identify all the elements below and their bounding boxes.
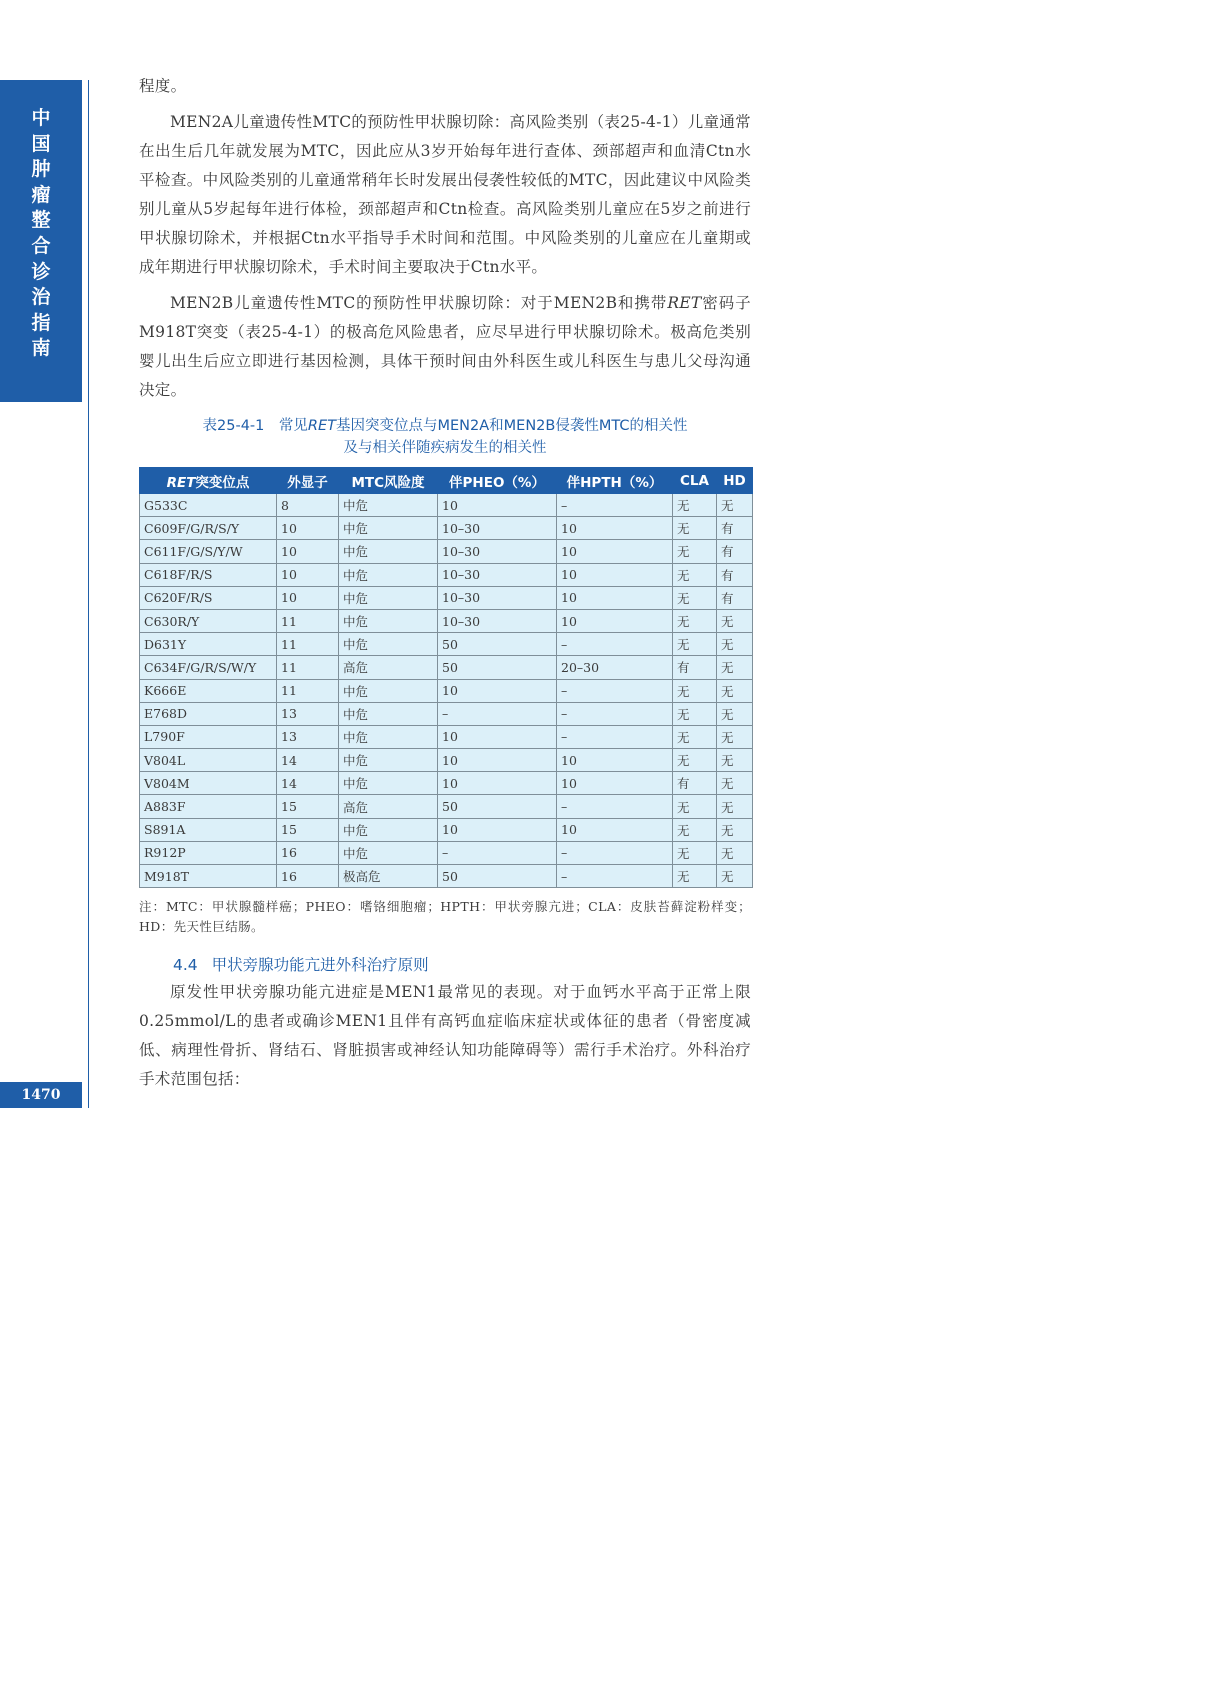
paragraph-hpth: 原发性甲状旁腺功能亢进症是MEN1最常见的表现。对于血钙水平高于正常上限0.25mmol/L的患者或确诊MEN1且伴有高钙血症临床症状或体征的患者（骨密度减低、病理性骨折、肾结石、肾脏损害或神经认知功能障碍等）需行手术治疗。外科治疗手术范围包括： xyxy=(139,983,751,1088)
table-cell: 中危 xyxy=(339,772,438,795)
table-cell: 中危 xyxy=(339,679,438,702)
men2b-text-b: 密码子M918T突变（表25-4-1）的极高危风险患者，应尽早进行甲状腺切除术。极高危类别婴儿出生后应立即进行基因检测，具体干预时间由外科医生或儿科医生与患儿父母沟通决定。 xyxy=(139,294,751,399)
table-cell: 14 xyxy=(277,772,339,795)
table-cell: 11 xyxy=(277,609,339,632)
table-cell: A883F xyxy=(140,795,277,818)
table-cell: 中危 xyxy=(339,609,438,632)
table-cell: 有 xyxy=(673,772,717,795)
table-row xyxy=(140,749,753,772)
table-cell: – xyxy=(557,633,673,656)
table-cell: C630R/Y xyxy=(140,609,277,632)
table-cell: K666E xyxy=(140,679,277,702)
table-header-cell: 外显子 xyxy=(277,468,339,494)
table-cell: 无 xyxy=(717,494,753,517)
table-cell: 10 xyxy=(438,679,557,702)
table-cell: 中危 xyxy=(339,494,438,517)
margin-rule xyxy=(88,80,89,1108)
section-heading xyxy=(173,953,429,977)
table-cell: 无 xyxy=(673,540,717,563)
table-row xyxy=(140,865,753,888)
table-row xyxy=(140,540,753,563)
table-cell: 无 xyxy=(717,656,753,679)
ret-mutation-table xyxy=(139,467,753,888)
table-cell: 无 xyxy=(673,679,717,702)
table-cell: 无 xyxy=(717,772,753,795)
table-header-cell: MTC风险度 xyxy=(339,468,438,494)
table-cell: 无 xyxy=(673,841,717,864)
table-cell: 10 xyxy=(277,563,339,586)
table-cell: 中危 xyxy=(339,563,438,586)
table-cell: 中危 xyxy=(339,633,438,656)
table-cell: – xyxy=(557,679,673,702)
table-cell: 10–30 xyxy=(438,586,557,609)
header-ret-rest: 突变位点 xyxy=(195,474,250,491)
page-number: 1470 xyxy=(0,1082,82,1108)
caption-prefix: 表25-4-1 常见 xyxy=(202,418,308,434)
table-cell: C611F/G/S/Y/W xyxy=(140,540,277,563)
table-row xyxy=(140,586,753,609)
table-header-row xyxy=(140,468,753,494)
caption-ret-italic: RET xyxy=(307,418,336,434)
table-row xyxy=(140,494,753,517)
book-title-vertical xyxy=(0,106,82,362)
table-cell: V804L xyxy=(140,749,277,772)
table-cell: 50 xyxy=(438,865,557,888)
table-cell: 10–30 xyxy=(438,609,557,632)
table-cell: 无 xyxy=(673,818,717,841)
table-cell: D631Y xyxy=(140,633,277,656)
table-cell: 无 xyxy=(717,702,753,725)
table-cell: 10 xyxy=(438,725,557,748)
table-cell: E768D xyxy=(140,702,277,725)
table-cell: 无 xyxy=(673,633,717,656)
table-row xyxy=(140,772,753,795)
table-cell: 极高危 xyxy=(339,865,438,888)
table-cell: C618F/R/S xyxy=(140,563,277,586)
table-cell: – xyxy=(557,865,673,888)
table-cell: – xyxy=(557,841,673,864)
table-cell: 无 xyxy=(673,609,717,632)
ret-italic: RET xyxy=(667,294,702,312)
table-cell: 10 xyxy=(438,749,557,772)
table-cell: – xyxy=(557,494,673,517)
table-cell: 无 xyxy=(717,633,753,656)
table-row xyxy=(140,656,753,679)
table-cell: C620F/R/S xyxy=(140,586,277,609)
side-title-char: 诊 xyxy=(31,260,51,283)
table-cell: 无 xyxy=(673,586,717,609)
side-title-char: 治 xyxy=(31,286,51,309)
body-text-bottom xyxy=(139,978,751,1094)
table-cell: 10–30 xyxy=(438,540,557,563)
table-cell: 16 xyxy=(277,865,339,888)
table-cell: 中危 xyxy=(339,540,438,563)
side-title-char: 瘤 xyxy=(31,183,51,206)
table-cell: 无 xyxy=(717,865,753,888)
table-cell: 10–30 xyxy=(438,517,557,540)
table-header-cell: 伴PHEO（%） xyxy=(438,468,557,494)
table-row xyxy=(140,795,753,818)
table-row xyxy=(140,841,753,864)
paragraph-men2b xyxy=(139,289,751,405)
table-cell: 中危 xyxy=(339,725,438,748)
table-cell: 10 xyxy=(557,586,673,609)
side-title-char: 国 xyxy=(31,132,51,155)
table-cell: 无 xyxy=(673,702,717,725)
table-cell: 有 xyxy=(717,563,753,586)
table-cell: G533C xyxy=(140,494,277,517)
table-row xyxy=(140,702,753,725)
table-cell: C609F/G/R/S/Y xyxy=(140,517,277,540)
table-cell: 有 xyxy=(717,517,753,540)
table-cell: 高危 xyxy=(339,795,438,818)
table-cell: – xyxy=(557,725,673,748)
table-cell: 无 xyxy=(717,725,753,748)
table-cell: 11 xyxy=(277,679,339,702)
body-text-top xyxy=(139,72,751,405)
table-cell: 10 xyxy=(557,517,673,540)
table-cell: 无 xyxy=(673,725,717,748)
table-row xyxy=(140,633,753,656)
table-cell: S891A xyxy=(140,818,277,841)
table-row xyxy=(140,725,753,748)
table-cell: 10 xyxy=(438,494,557,517)
table-cell: 10 xyxy=(557,540,673,563)
table-cell: – xyxy=(557,702,673,725)
table-cell: 无 xyxy=(673,795,717,818)
table-cell: 10 xyxy=(277,517,339,540)
table-cell: 15 xyxy=(277,795,339,818)
table-row xyxy=(140,679,753,702)
table-cell: R912P xyxy=(140,841,277,864)
table-cell: – xyxy=(438,841,557,864)
paragraph-continued: 程度。 xyxy=(139,77,187,95)
table-cell: 10 xyxy=(557,563,673,586)
table-cell: 有 xyxy=(673,656,717,679)
table-cell: 20–30 xyxy=(557,656,673,679)
header-ret-italic: RET xyxy=(166,474,196,491)
table-cell: 10–30 xyxy=(438,563,557,586)
table-cell: 中危 xyxy=(339,702,438,725)
table-cell: 中危 xyxy=(339,517,438,540)
table-cell: 无 xyxy=(673,517,717,540)
table-cell: M918T xyxy=(140,865,277,888)
men2b-text-a: MEN2B儿童遗传性MTC的预防性甲状腺切除：对于MEN2B和携带 xyxy=(170,294,668,312)
table-cell: 中危 xyxy=(339,586,438,609)
paragraph-men2a: MEN2A儿童遗传性MTC的预防性甲状腺切除：高风险类别（表25-4-1）儿童通常在出生后几年就发展为MTC，因此应从3岁开始每年进行查体、颈部超声和血清Ctn水平检查。中风险类别的儿童通常稍年长时发展出侵袭性较低的MTC，因此建议中风险类别儿童从5岁起每年进行体检，颈部超声和Ctn检查。高风险类别儿童应在5岁之前进行甲状腺切除术，并根据Ctn水平指导手术时间和范围。中风险类别的儿童应在儿童期或成年期进行甲状腺切除术，手术时间主要取决于Ctn水平。 xyxy=(139,113,751,276)
header-ret-site xyxy=(140,468,277,494)
table-cell: 无 xyxy=(717,609,753,632)
table-cell: 无 xyxy=(673,494,717,517)
side-title-char: 指 xyxy=(31,311,51,334)
table-cell: 无 xyxy=(673,865,717,888)
section-title: 甲状旁腺功能亢进外科治疗原则 xyxy=(211,956,429,974)
table-cell: 无 xyxy=(717,749,753,772)
table-cell: 中危 xyxy=(339,818,438,841)
table-cell: 10 xyxy=(438,772,557,795)
table-cell: 10 xyxy=(557,818,673,841)
table-cell: 13 xyxy=(277,725,339,748)
side-title-char: 肿 xyxy=(31,158,51,181)
table-cell: 11 xyxy=(277,633,339,656)
side-title-char: 整 xyxy=(31,209,51,232)
table-cell: 16 xyxy=(277,841,339,864)
table-cell: 50 xyxy=(438,656,557,679)
table-cell: 有 xyxy=(717,540,753,563)
table-cell: 中危 xyxy=(339,749,438,772)
section-number: 4.4 xyxy=(173,956,198,974)
table-cell: 14 xyxy=(277,749,339,772)
table-cell: 50 xyxy=(438,633,557,656)
table-cell: 10 xyxy=(438,818,557,841)
table-note: 注：MTC：甲状腺髓样癌；PHEO：嗜铬细胞瘤；HPTH：甲状旁腺亢进；CLA：皮肤苔藓淀粉样变；HD：先天性巨结肠。 xyxy=(139,899,751,934)
table-row xyxy=(140,517,753,540)
side-title-char: 合 xyxy=(31,234,51,257)
table-row xyxy=(140,609,753,632)
table-cell: 无 xyxy=(717,795,753,818)
table-cell: – xyxy=(438,702,557,725)
caption-rest: 基因突变位点与MEN2A和MEN2B侵袭性MTC的相关性 xyxy=(335,418,688,434)
table-cell: 无 xyxy=(717,841,753,864)
table-header-cell: 伴HPTH（%） xyxy=(557,468,673,494)
table-cell: 10 xyxy=(277,586,339,609)
table-cell: 10 xyxy=(557,609,673,632)
side-title-char: 南 xyxy=(31,337,51,360)
table-cell: 13 xyxy=(277,702,339,725)
table-cell: 无 xyxy=(717,679,753,702)
table-cell: 中危 xyxy=(339,841,438,864)
table-row xyxy=(140,563,753,586)
table-cell: 10 xyxy=(557,749,673,772)
table-cell: 10 xyxy=(277,540,339,563)
table-cell: 无 xyxy=(717,818,753,841)
table-cell: 有 xyxy=(717,586,753,609)
table-cell: V804M xyxy=(140,772,277,795)
table-caption xyxy=(139,415,751,459)
table-header-cell: HD xyxy=(717,468,753,494)
table-cell: 10 xyxy=(557,772,673,795)
table-cell: 11 xyxy=(277,656,339,679)
table-cell: 8 xyxy=(277,494,339,517)
table-cell: 无 xyxy=(673,563,717,586)
caption-line2: 及与相关伴随疾病发生的相关性 xyxy=(343,440,547,456)
table-cell: 无 xyxy=(673,749,717,772)
table-cell: – xyxy=(557,795,673,818)
table-cell: 高危 xyxy=(339,656,438,679)
table-row xyxy=(140,818,753,841)
side-title-char: 中 xyxy=(31,107,51,129)
table-cell: C634F/G/R/S/W/Y xyxy=(140,656,277,679)
table-cell: 15 xyxy=(277,818,339,841)
table-cell: 50 xyxy=(438,795,557,818)
table-cell: L790F xyxy=(140,725,277,748)
table-header-cell: CLA xyxy=(673,468,717,494)
